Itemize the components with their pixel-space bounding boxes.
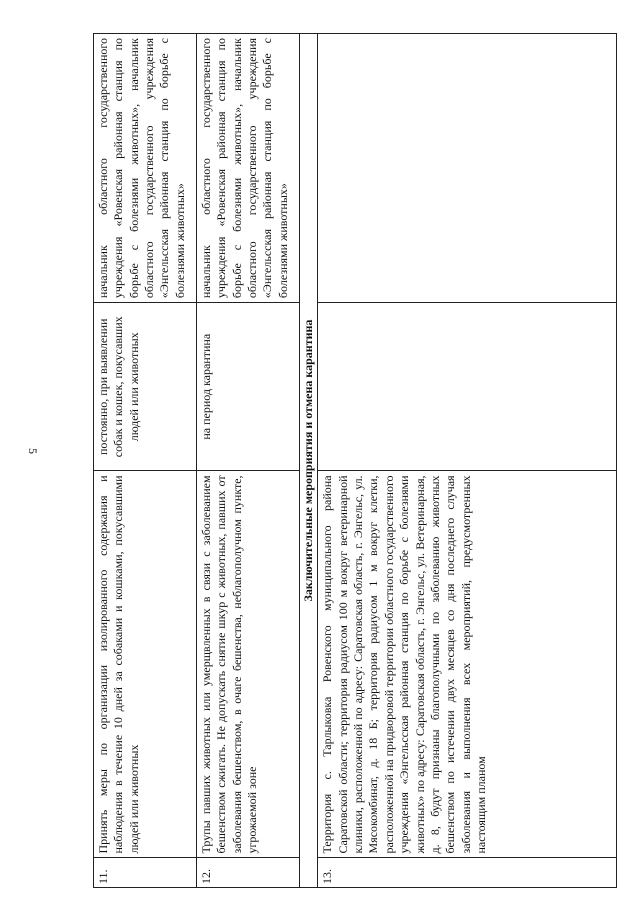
measure-cell: Принять меры по организации изолированного содержания и наблюдения в течение 10 дней за собаками и кошками, покусавшими людей или животных [94, 471, 197, 858]
term-cell [318, 303, 617, 471]
page-number: 5 [26, 448, 40, 454]
responsible-cell: начальник областного государственного учреждения «Ровенская районная станция по борьбе с болезнями животных», начальник областного государственного учреждения «Энгельсская районная станция по борьбе с болезнями животных» [94, 34, 197, 303]
quarantine-plan-table [93, 33, 617, 888]
table-row [94, 34, 197, 888]
table-row [197, 34, 300, 888]
table-row [318, 34, 617, 888]
measure-cell: Трупы павших животных или умерщвленных в связи с заболеванием бешенством сжигать. Не допускать снятие шкур с животных, павших от заболевания бешенством, в очаге бешенства, неблагополучном пункте, угрожаемой зоне [197, 471, 300, 858]
section-title: Заключительные мероприятия и отмена карантина [300, 34, 318, 888]
row-number: 13. [318, 858, 617, 888]
term-cell: постоянно, при выявлении собак и кошек, покусавших людей или животных [94, 303, 197, 471]
section-header-row [300, 34, 318, 888]
measure-cell: Территория с. Тарлыковка Ровенского муниципального района Саратовской области; территория радиусом 100 м вокруг ветеринарной клиники, расположенной по адресу: Саратовская область, г. Энгельс, ул. Мясокомбинат, д. 18 Б; территория радиусом 1 м вокруг клетки, расположенной на придворовой территории областного государственного учреждения «Энгельсская районная станция по борьбе с болезнями животных» по адресу: Саратовская область, г. Энгельс, ул. Ветеринарная, д. 8, будут признаны благополучными по заболеванию животных бешенством по истечении двух месяцев со дня последнего случая заболевания и выполнения всех мероприятий, предусмотренных настоящим планом [318, 471, 617, 858]
responsible-cell: начальник областного государственного учреждения «Ровенская районная станция по борьбе с болезнями животных», начальник областного государственного учреждения «Энгельсская районная станция по борьбе с болезнями животных» [197, 34, 300, 303]
rotated-table-container [93, 33, 617, 888]
row-number: 11. [94, 858, 197, 888]
responsible-cell [318, 34, 617, 303]
term-cell: на период карантина [197, 303, 300, 471]
row-number: 12. [197, 858, 300, 888]
